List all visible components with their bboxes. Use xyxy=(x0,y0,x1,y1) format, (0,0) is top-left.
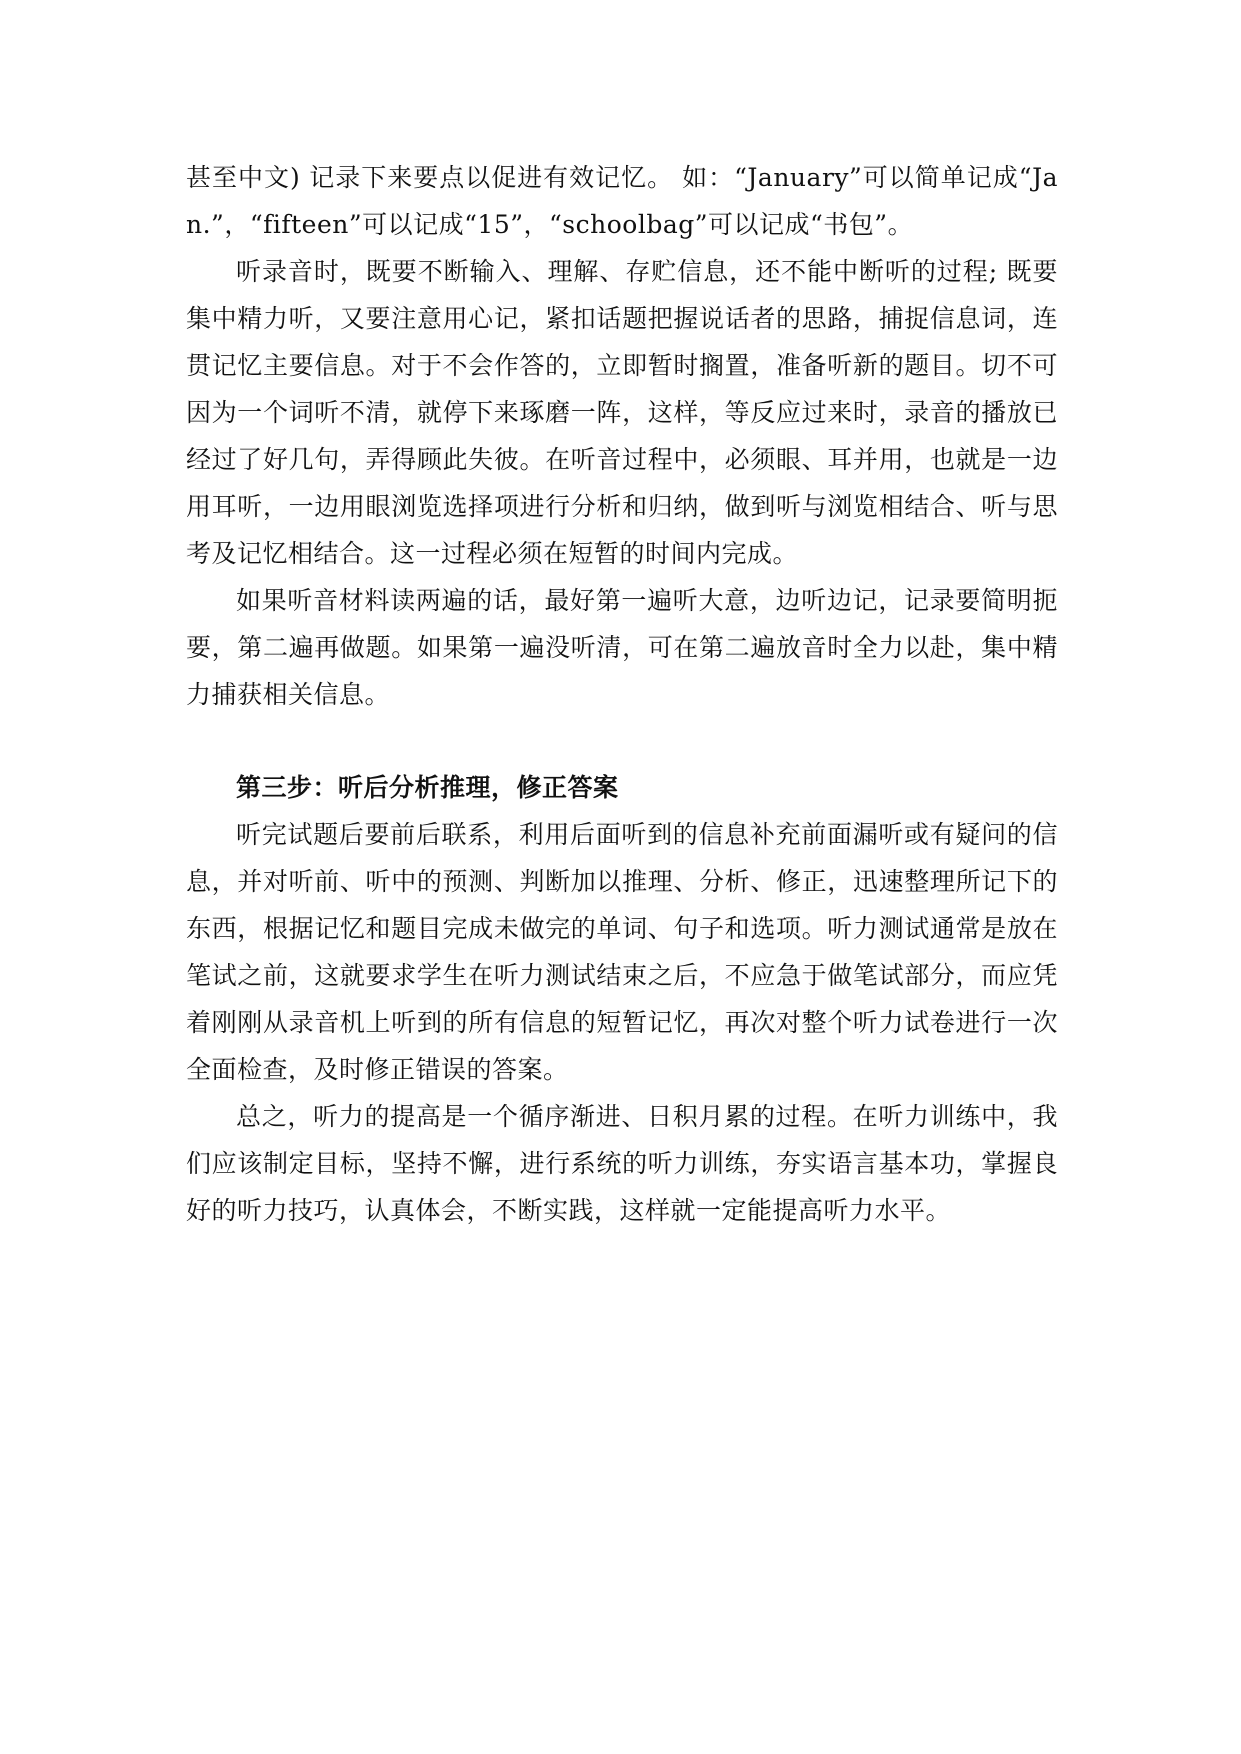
paragraph-conclusion: 总之，听力的提高是一个循序渐进、日积月累的过程。在听力训练中，我们应该制定目标，坚持不懈，进行系统的听力训练，夯实语言基本功，掌握良好的听力技巧，认真体会，不断实践，这样就一定能提高听力水平。 xyxy=(186,1102,1058,1225)
section-spacer xyxy=(186,718,1058,764)
document-body xyxy=(186,154,1058,1234)
paragraph-two-readings: 如果听音材料读两遍的话，最好第一遍听大意，边听边记，记录要简明扼要，第二遍再做题。如果第一遍没听清，可在第二遍放音时全力以赴，集中精力捕获相关信息。 xyxy=(186,586,1058,709)
paragraph-listening-process: 听录音时，既要不断输入、理解、存贮信息，还不能中断听的过程; 既要集中精力听，又要注意用心记，紧扣话题把握说话者的思路，捕捉信息词，连贯记忆主要信息。对于不会作答的，立即暂时搁置，准备听新的题目。切不可因为一个词听不清，就停下来琢磨一阵，这样，等反应过来时，录音的播放已经过了好几句，弄得顾此失彼。在听音过程中，必须眼、耳并用，也就是一边用耳听，一边用眼浏览选择项进行分析和归纳，做到听与浏览相结合、听与思考及记忆相结合。这一过程必须在短暂的时间内完成。 xyxy=(186,257,1058,568)
section-heading-step-three: 第三步：听后分析推理，修正答案 xyxy=(236,773,619,802)
paragraph-after-listening: 听完试题后要前后联系，利用后面听到的信息补充前面漏听或有疑问的信息，并对听前、听中的预测、判断加以推理、分析、修正，迅速整理所记下的东西，根据记忆和题目完成未做完的单词、句子和选项。听力测试通常是放在笔试之前，这就要求学生在听力测试结束之后，不应急于做笔试部分，而应凭着刚刚从录音机上听到的所有信息的短暂记忆，再次对整个听力试卷进行一次全面检查，及时修正错误的答案。 xyxy=(186,820,1058,1084)
paragraph-continuation: 甚至中文) 记录下来要点以促进有效记忆。 如：“January”可以简单记成“Jan.”，“fifteen”可以记成“15”，“schoolbag”可以记成“书包”。 xyxy=(186,163,1058,239)
